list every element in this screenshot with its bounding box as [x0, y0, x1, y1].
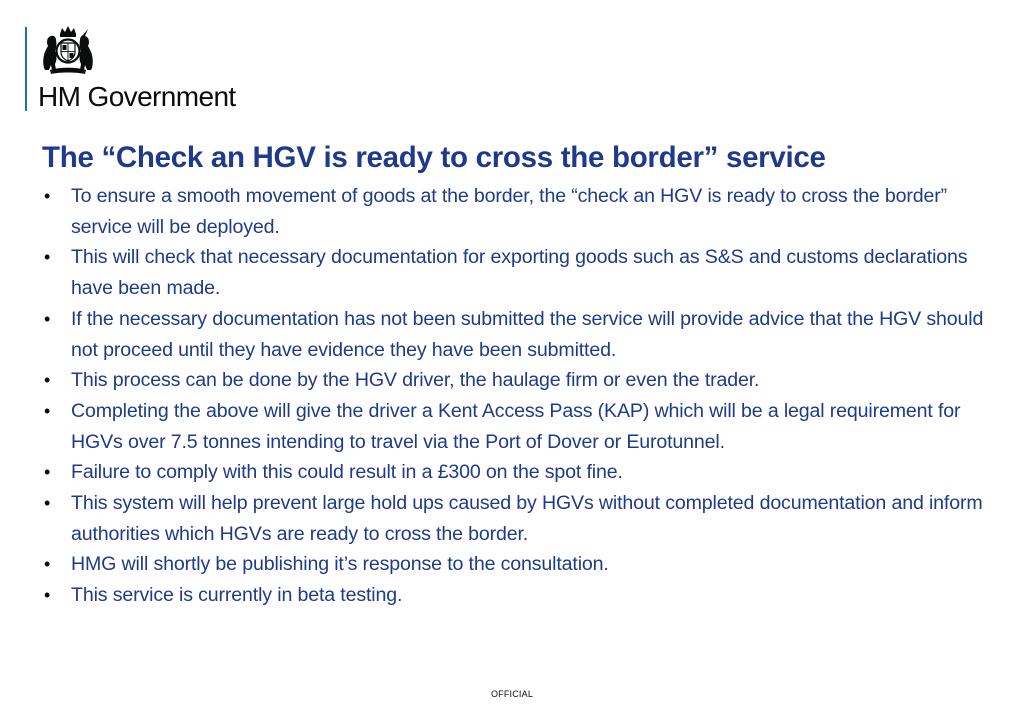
bullet-marker: •: [44, 400, 51, 421]
bullet-text: HMG will shortly be publishing it’s response to the consultation.: [71, 553, 609, 576]
bullet-item: [40, 365, 985, 396]
slide-title: The “Check an HGV is ready to cross the border” service: [42, 141, 826, 174]
bullet-list: [40, 181, 985, 611]
bullet-marker: •: [44, 247, 51, 268]
bullet-marker: •: [44, 308, 51, 329]
bullet-item: [40, 457, 985, 488]
bullet-marker: •: [44, 493, 51, 514]
bullet-marker: •: [44, 370, 51, 391]
bullet-item: [40, 549, 985, 580]
bullet-text: If the necessary documentation has not been submitted the service will provide advice that the HGV should not proceed until they have evidence they have been submitted.: [71, 307, 984, 361]
bullet-marker: •: [44, 462, 51, 483]
royal-coat-of-arms-icon: [38, 24, 98, 76]
bullet-item: [40, 181, 985, 242]
bullet-text: This process can be done by the HGV driver, the haulage firm or even the trader.: [71, 369, 760, 392]
brand-name: HM Government: [38, 81, 236, 112]
bullet-marker: •: [44, 554, 51, 575]
security-marking: OFFICIAL: [490, 689, 534, 699]
bullet-item: [40, 304, 985, 365]
bullet-text: Completing the above will give the driver a Kent Access Pass (KAP) which will be a legal requirement for HGVs over 7.5 tonnes intending to travel via the Port of Dover or Eurotunnel.: [71, 399, 961, 453]
bullet-item: [40, 488, 985, 549]
bullet-text: To ensure a smooth movement of goods at the border, the “check an HGV is ready to cross the border” service will be deployed.: [71, 185, 948, 238]
bullet-item: [40, 242, 985, 303]
bullet-text: This system will help prevent large hold ups caused by HGVs without completed documentation and inform authorities which HGVs are ready to cross the border.: [71, 492, 983, 545]
bullet-text: This service is currently in beta testing.: [71, 584, 403, 607]
bullet-text: This will check that necessary documentation for exporting goods such as S&S and customs declarations have been made.: [71, 246, 968, 300]
bullet-marker: •: [44, 585, 51, 606]
bullet-item: [40, 580, 985, 611]
bullet-item: [40, 396, 985, 457]
bullet-marker: •: [44, 186, 51, 206]
brand-accent-bar: [25, 27, 27, 111]
bullet-text: Failure to comply with this could result in a £300 on the spot fine.: [71, 461, 623, 484]
